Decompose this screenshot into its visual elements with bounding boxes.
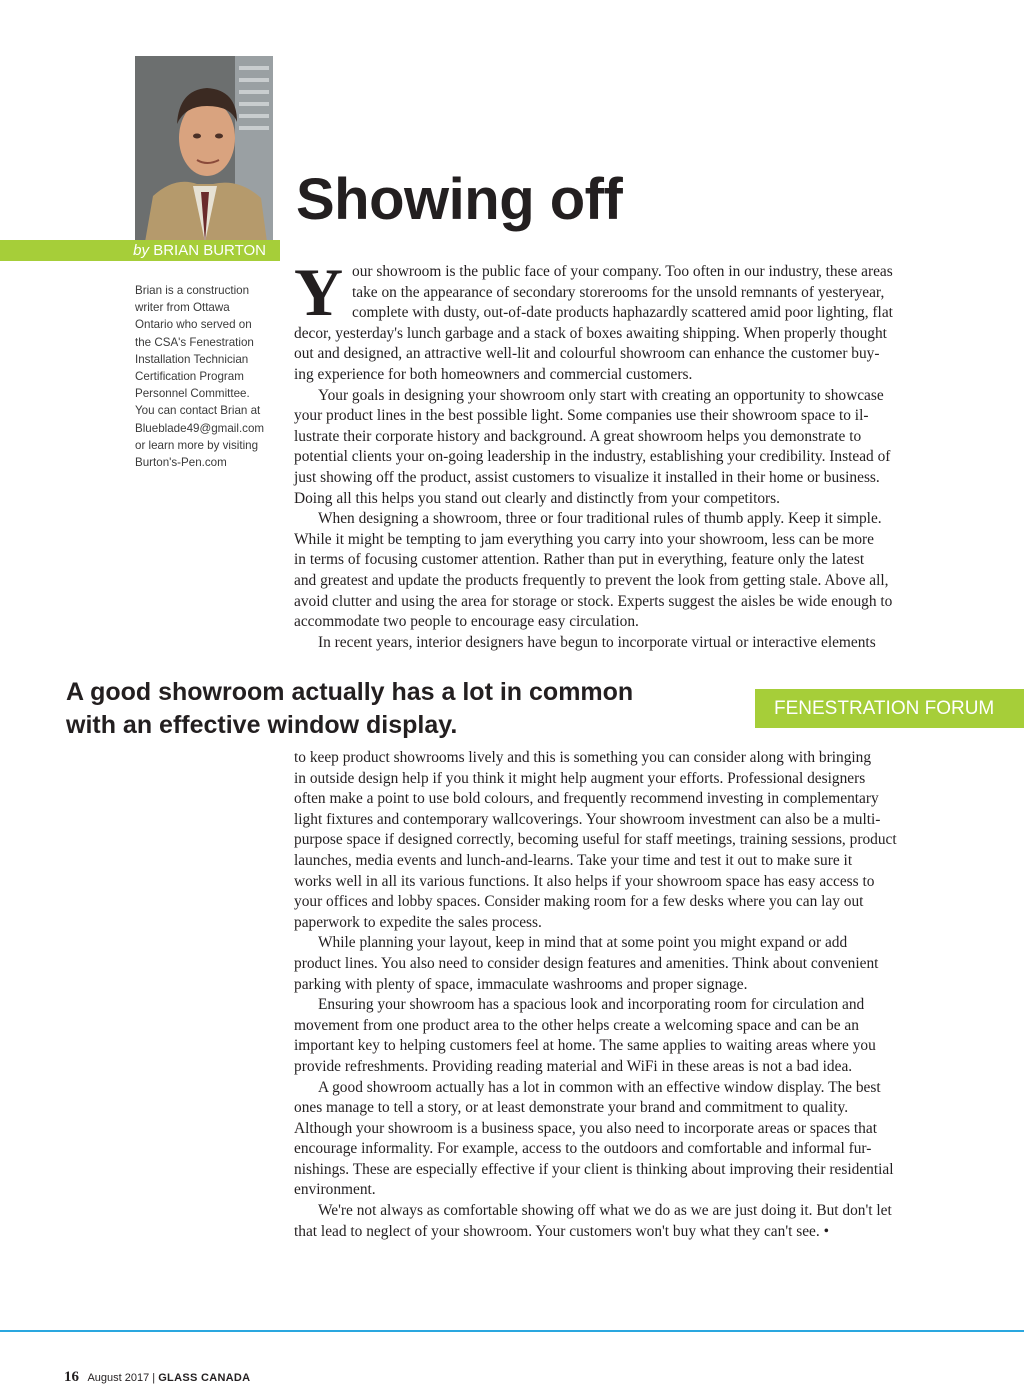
bio-line: Installation Technician — [135, 352, 249, 366]
text-line: lustrate their corporate history and background. A great showroom helps you demonstrate to — [294, 427, 862, 445]
author-name: BRIAN BURTON — [153, 242, 266, 259]
article-column-top — [294, 254, 966, 653]
page-footer — [64, 1370, 250, 1385]
text-line: and greatest and update the products frequently to prevent the look from getting stale. Above all, — [294, 571, 889, 589]
text-line: decor, yesterday's lunch garbage and a stack of boxes awaiting shipping. When properly thought — [294, 324, 887, 342]
text-line: accommodate two people to encourage easy circulation. — [294, 613, 639, 631]
pull-quote-line: A good showroom actually has a lot in common — [66, 678, 634, 706]
pull-quote-line: with an effective window display. — [66, 711, 458, 739]
text-line: your product lines in the best possible light. Some companies use their showroom space to il- — [294, 407, 869, 425]
page-number: 16 — [64, 1369, 79, 1385]
drop-cap: Y — [294, 254, 344, 330]
text-line: your offices and lobby spaces. Consider making room for a few desks where you can lay out — [294, 893, 864, 911]
text-line: Doing all this helps you stand out clearly and distinctly from your competitors. — [294, 489, 781, 507]
article-column-bottom — [294, 748, 966, 1242]
text-line: environment. — [294, 1181, 376, 1199]
text-line: We're not always as comfortable showing off what we do as we are just doing it. But don't let — [318, 1202, 892, 1220]
author-bio — [135, 282, 280, 471]
byline — [133, 241, 266, 260]
text-line: our showroom is the public face of your company. Too often in our industry, these areas — [352, 263, 893, 280]
bio-line: Certification Program — [135, 370, 244, 384]
author-portrait-image — [135, 56, 273, 242]
text-line: light fixtures and contemporary wallcoverings. Your showroom investment can also be a multi- — [294, 810, 881, 828]
text-line: to keep product showrooms lively and this is something you can consider along with bringing — [294, 749, 872, 766]
issue-date: August 2017 | — [87, 1372, 156, 1384]
magazine-name: GLASS CANADA — [158, 1372, 251, 1384]
text-line: launches, media events and lunch-and-learns. Take your time and test it out to make sure it — [294, 851, 853, 869]
bio-line: Blueblade49@gmail.com — [135, 421, 265, 435]
text-line: Ensuring your showroom has a spacious look and incorporating room for circulation and — [318, 996, 865, 1014]
text-line: just showing off the product, assist customers to visualize it installed in their home or business. — [294, 468, 880, 486]
text-line: important key to helping customers feel at home. The same applies to waiting areas where you — [294, 1037, 876, 1055]
text-line: out and designed, an attractive well-lit and colourful showroom can enhance the customer buy- — [294, 345, 880, 363]
text-line: paperwork to expedite the sales process. — [294, 913, 542, 931]
byline-bar — [0, 240, 280, 261]
bio-line: or learn more by visiting — [135, 438, 259, 452]
pull-quote — [66, 676, 746, 742]
article-title: Showing off — [296, 167, 623, 232]
text-line: often make a point to use bold colours, and frequently recommend investing in complementary — [294, 790, 879, 808]
text-line: provide refreshments. Providing reading material and WiFi in these areas is not a bad idea. — [294, 1057, 853, 1075]
bio-line: writer from Ottawa — [135, 301, 230, 315]
text-line: nishings. These are especially effective if your client is thinking about improving their residential — [294, 1160, 894, 1178]
bio-line: Personnel Committee. — [135, 387, 250, 401]
byline-prefix: by — [133, 242, 150, 259]
text-line: Your goals in designing your showroom only start with creating an opportunity to showcase — [318, 386, 884, 404]
text-line: movement from one product area to the other helps create a welcoming space and can be an — [294, 1016, 859, 1034]
text-line: in terms of focusing customer attention. Rather than put in everything, feature only the latest — [294, 551, 865, 569]
author-photo — [135, 56, 273, 242]
bio-line: Brian is a construction — [135, 284, 250, 297]
text-line: complete with dusty, out-of-date products haphazardly scattered amid poor lighting, flat — [352, 304, 893, 322]
text-line: When designing a showroom, three or four traditional rules of thumb apply. Keep it simple. — [318, 510, 882, 528]
bio-line: You can contact Brian at — [135, 404, 261, 418]
section-tag — [755, 689, 1024, 728]
section-tag-label: FENESTRATION FORUM — [774, 698, 995, 719]
text-line: product lines. You also need to consider design features and amenities. Think about convenient — [294, 954, 879, 972]
text-line: works well in all its various functions. It also helps if your showroom space has easy access to — [294, 872, 875, 890]
text-line: A good showroom actually has a lot in common with an effective window display. The best — [318, 1078, 881, 1096]
text-line: While it might be tempting to jam everything you carry into your showroom, less can be more — [294, 530, 875, 548]
text-line: In recent years, interior designers have begun to incorporate virtual or interactive elements — [318, 633, 876, 651]
text-line: avoid clutter and using the area for storage or stock. Experts suggest the aisles be wide enough to — [294, 592, 893, 610]
text-line: ones manage to tell a story, or at least demonstrate your brand and commitment to quality. — [294, 1099, 849, 1117]
text-line: encourage informality. For example, access to the outdoors and comfortable and informal fur- — [294, 1140, 872, 1158]
text-line: ing experience for both homeowners and commercial customers. — [294, 365, 693, 383]
text-line: While planning your layout, keep in mind that at some point you might expand or add — [318, 934, 848, 952]
text-line: that lead to neglect of your showroom. Your customers won't buy what they can't see. • — [294, 1222, 829, 1240]
text-line: potential clients your on-going leadership in the industry, establishing your credibility. Instead of — [294, 448, 891, 466]
bio-line: Burton's-Pen.com — [135, 456, 227, 470]
bio-line: Ontario who served on — [135, 318, 252, 332]
text-line: take on the appearance of secondary storerooms for the unsold remnants of yesteryear, — [352, 283, 885, 301]
footer-rule — [0, 1330, 1024, 1332]
text-line: in outside design help if you think it might help augment your efforts. Professional designers — [294, 769, 866, 787]
text-line: Although your showroom is a business space, you also need to incorporate areas or spaces that — [294, 1119, 877, 1137]
text-line: parking with plenty of space, immaculate washrooms and proper signage. — [294, 975, 748, 993]
bio-line: the CSA's Fenestration — [135, 335, 254, 349]
text-line: purpose space if designed correctly, becoming useful for staff meetings, training sessions, product — [294, 831, 897, 849]
